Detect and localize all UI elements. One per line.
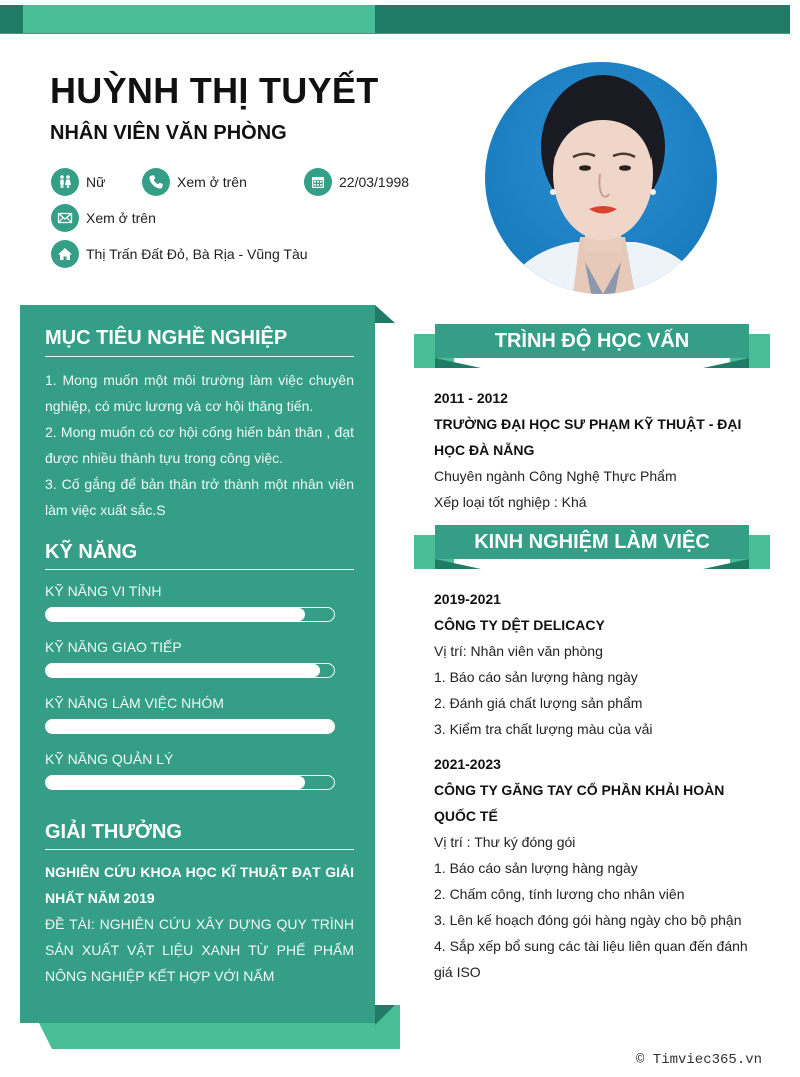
objective-line: 3. Cố gắng để bản thân trở thành một nhân viên làm việc xuất sắc.S: [45, 476, 354, 518]
experience-period: 2021-2023: [434, 756, 501, 772]
skill-bar: [45, 775, 335, 790]
top-banner: [0, 5, 790, 33]
envelope-icon: [51, 204, 79, 232]
experience-company: CÔNG TY GĂNG TAY CỔ PHẦN KHẢI HOÀN QUỐC TẾ: [434, 782, 725, 824]
education-title: TRÌNH ĐỘ HỌC VẤN: [435, 324, 749, 358]
skill-bar-fill: [46, 664, 320, 677]
objective-divider: [45, 356, 354, 357]
skill-bar-fill: [46, 776, 305, 789]
experience-entry: [434, 751, 756, 985]
experience-title: KINH NGHIỆM LÀM VIỆC: [435, 525, 749, 559]
education-grade: Xếp loại tốt nghiệp : Khá: [434, 494, 587, 510]
experience-position: Vị trí : Thư ký đóng gói: [434, 834, 576, 850]
top-banner-accent: [23, 5, 375, 33]
skill-label: KỸ NĂNG LÀM VIỆC NHÓM: [45, 695, 224, 711]
contact-birthday: [304, 168, 409, 196]
experience-task: 1. Báo cáo sản lượng hàng ngày: [434, 860, 638, 876]
home-icon: [51, 240, 79, 268]
award-detail: ĐỀ TÀI: NGHIÊN CỨU XÂY DỰNG QUY TRÌNH SẢN XUẤT VẬT LIỆU XANH TỪ PHẾ PHẨM NÔNG NGHIỆP KẾT HỢP VỚI NẤM: [45, 916, 354, 984]
skill-bar-fill: [46, 608, 305, 621]
profile-photo: [485, 62, 717, 294]
skills-divider: [45, 569, 354, 570]
objective-text: [45, 367, 354, 523]
experience-period: 2019-2021: [434, 591, 501, 607]
awards-text: [45, 859, 354, 989]
skill-bar-fill: [46, 720, 334, 733]
job-title: NHÂN VIÊN VĂN PHÒNG: [50, 122, 287, 144]
skill-bar: [45, 663, 335, 678]
experience-task: 1. Báo cáo sản lượng hàng ngày: [434, 669, 638, 685]
skill-label: KỸ NĂNG QUẢN LÝ: [45, 751, 174, 767]
objective-line: 2. Mong muốn có cơ hội cống hiến bản thân , đạt được nhiều thành tựu trong công việc.: [45, 424, 354, 466]
gender-icon: [51, 168, 79, 196]
experience-task: 3. Lên kế hoạch đóng gói hàng ngày cho bộ phận: [434, 912, 742, 928]
experience-task: 2. Chấm công, tính lương cho nhân viên: [434, 886, 685, 902]
objective-line: 1. Mong muốn một môi trường làm việc chuyên nghiệp, có mức lương và cơ hội thăng tiến.: [45, 372, 354, 414]
award-headline: NGHIÊN CỨU KHOA HỌC KĨ THUẬT ĐẠT GIẢI NHẤT NĂM 2019: [45, 864, 354, 906]
experience-ribbon: [414, 525, 770, 573]
contact-gender: [51, 168, 105, 196]
awards-title: GIẢI THƯỞNG: [45, 821, 182, 843]
education-period: 2011 - 2012: [434, 390, 508, 406]
email-value: Xem ở trên: [86, 210, 156, 226]
birthday-value: 22/03/1998: [339, 174, 410, 190]
experience-position: Vị trí: Nhân viên văn phòng: [434, 643, 603, 659]
sidebar-panel: [20, 305, 375, 1023]
education-major: Chuyên ngành Công Nghệ Thực Phẩm: [434, 468, 677, 484]
top-banner-line: [0, 33, 790, 34]
experience-task: 3. Kiểm tra chất lượng màu của vải: [434, 721, 653, 737]
gender-value: Nữ: [86, 174, 106, 190]
contact-address: [51, 240, 308, 268]
experience-task: 4. Sắp xếp bổ sung các tài liệu liên quan đến đánh giá ISO: [434, 938, 748, 980]
ribbon-fold-left: [435, 358, 481, 368]
calendar-icon: [304, 168, 332, 196]
experience-task: 2. Đánh giá chất lượng sản phẩm: [434, 695, 643, 711]
skill-label: KỸ NĂNG VI TÍNH: [45, 583, 162, 599]
skills-title: KỸ NĂNG: [45, 541, 138, 563]
awards-divider: [45, 849, 354, 850]
skill-bar: [45, 607, 335, 622]
education-entry: [434, 385, 756, 515]
experience-company: CÔNG TY DỆT DELICACY: [434, 617, 605, 633]
address-value: Thị Trấn Đất Đỏ, Bà Rịa - Vũng Tàu: [86, 246, 308, 262]
education-school: TRƯỜNG ĐẠI HỌC SƯ PHẠM KỸ THUẬT - ĐẠI HỌC ĐÀ NẴNG: [434, 416, 742, 458]
contact-email: [51, 204, 156, 232]
copyright-footer: © Timviec365.vn: [636, 1052, 763, 1068]
skill-label: KỸ NĂNG GIAO TIẾP: [45, 639, 182, 655]
objective-title: MỤC TIÊU NGHỀ NGHIỆP: [45, 327, 288, 349]
phone-icon: [142, 168, 170, 196]
candidate-name: HUỲNH THỊ TUYẾT: [50, 70, 379, 111]
phone-value: Xem ở trên: [177, 174, 247, 190]
ribbon-fold-left: [435, 559, 481, 569]
sidebar-fold-top: [375, 305, 395, 323]
education-ribbon: [414, 324, 770, 372]
experience-entry: [434, 586, 756, 742]
contact-phone: [142, 168, 247, 196]
skill-bar: [45, 719, 335, 734]
